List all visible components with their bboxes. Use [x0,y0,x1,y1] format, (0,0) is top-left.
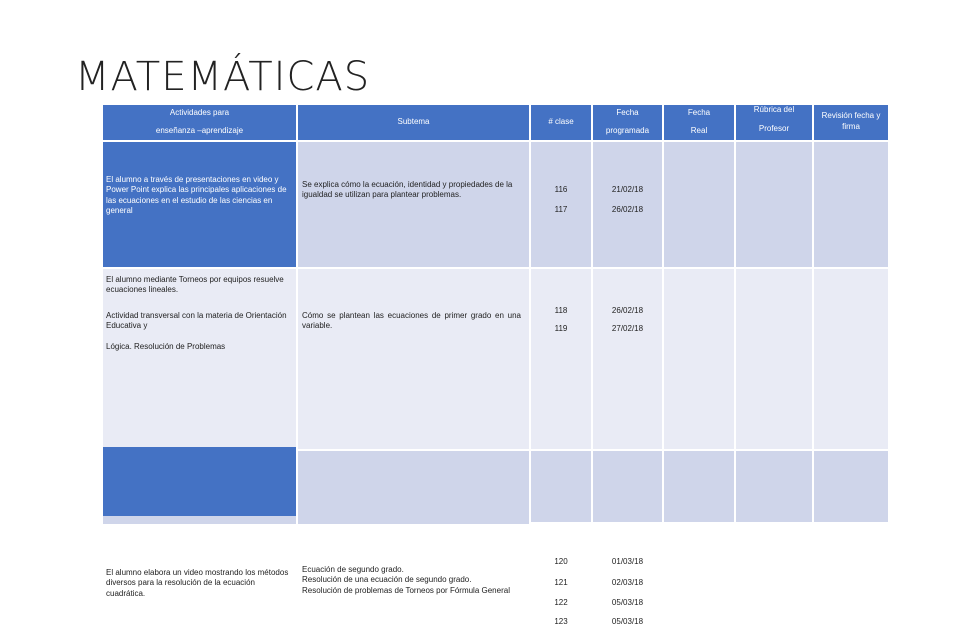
row1-subtema [298,142,529,267]
row3-actividad-text: El alumno elabora un video mostrando los métodos diversos para la resolución de la ecuación cuadrática. [106,568,289,598]
row2-actividad [103,269,296,449]
header-rubrica-line2: Profesor [758,124,790,133]
row3-subtema-line1: Ecuación de segundo grado. [302,565,404,574]
row1-rubrica [736,142,812,267]
header-revision [814,105,888,140]
row1-clase-2: 117 [554,205,568,214]
row3-clase-1: 120 [554,557,568,566]
row2-fecha-2: 27/02/18 [611,324,644,333]
row2-clase-2: 119 [554,324,568,333]
header-clase-label: # clase [548,117,574,126]
left-blue-footer [103,447,296,516]
row3-revision [814,451,888,522]
row2-actividad-extra: Lógica. Resolución de Problemas [106,342,226,351]
row2-revision [814,269,888,449]
row1-clase-1: 116 [554,185,568,194]
row2-actividad-intro: El alumno mediante Torneos por equipos resuelve ecuaciones lineales. [106,275,284,295]
header-fecha-real-line1: Fecha [687,108,711,117]
row2-fecha-programada [593,269,662,449]
row3-fecha-real [664,451,734,522]
row2-clase-1: 118 [554,306,568,315]
header-subtema [298,105,529,140]
header-rubrica [736,105,812,140]
header-actividades-line2: enseñanza –aprendizaje [155,126,244,135]
page-title: MATEMÁTICAS [75,54,371,100]
row3-subtema [298,451,529,595]
row1-fecha-programada [593,142,662,267]
row2-subtema [298,269,529,449]
row1-clase [531,142,591,267]
row3-fecha-programada [593,451,662,626]
header-fecha-programada-line2: programada [605,126,650,135]
row3-subtema-line3: Resolución de problemas de Torneos por Fórmula General [302,585,510,595]
row3-clase [531,451,591,626]
row2-fecha-real [664,269,734,449]
header-subtema-label: Subtema [397,117,430,126]
row1-subtema-text: Se explica cómo la ecuación, identidad y propiedades de la igualdad se utilizan para plantear problemas. [302,180,513,200]
row2-rubrica [736,269,812,449]
row1-actividad [103,142,296,267]
row2-actividad-text: Actividad transversal con la materia de Orientación Educativa y [106,311,287,331]
header-clase [531,105,591,140]
header-rubrica-line1: Rúbrica del [753,105,795,114]
row1-fecha-real [664,142,734,267]
row2-fecha-1: 26/02/18 [611,306,644,315]
row3-subtema-line2: Resolución de una ecuación de segundo grado. [302,575,472,585]
row3-clase-4: 123 [554,617,568,626]
header-fecha-programada-line1: Fecha [616,108,639,117]
row3-subtema-lines [302,565,525,596]
row1-fecha-1: 21/02/18 [611,185,644,194]
row1-actividad-text: El alumno a través de presentaciones en video y Power Point explica las principales aplicaciones de las ecuaciones en el estudio de las ciencias en general [106,175,287,216]
row3-rubrica [736,451,812,522]
row1-revision [814,142,888,267]
header-revision-line2: firma [842,122,860,131]
header-fecha-programada [593,105,662,140]
header-revision-line1: Revisión fecha y [821,111,881,120]
row1-fecha-2: 26/02/18 [611,205,644,214]
row3-clase-3: 122 [554,598,568,607]
row3-fecha-1: 01/03/18 [611,557,644,566]
header-fecha-real [664,105,734,140]
header-fecha-real-line2: Real [690,126,708,135]
row3-fecha-3: 05/03/18 [611,598,644,607]
row3-fecha-2: 02/03/18 [611,578,644,587]
header-actividades-line1: Actividades para [169,108,230,117]
row3-fecha-4: 05/03/18 [611,617,644,626]
row3-clase-2: 121 [554,578,568,587]
row2-clase [531,269,591,449]
row2-subtema-text: Cómo se plantean las ecuaciones de primer grado en una variable. [302,311,521,331]
header-actividades [103,105,296,140]
